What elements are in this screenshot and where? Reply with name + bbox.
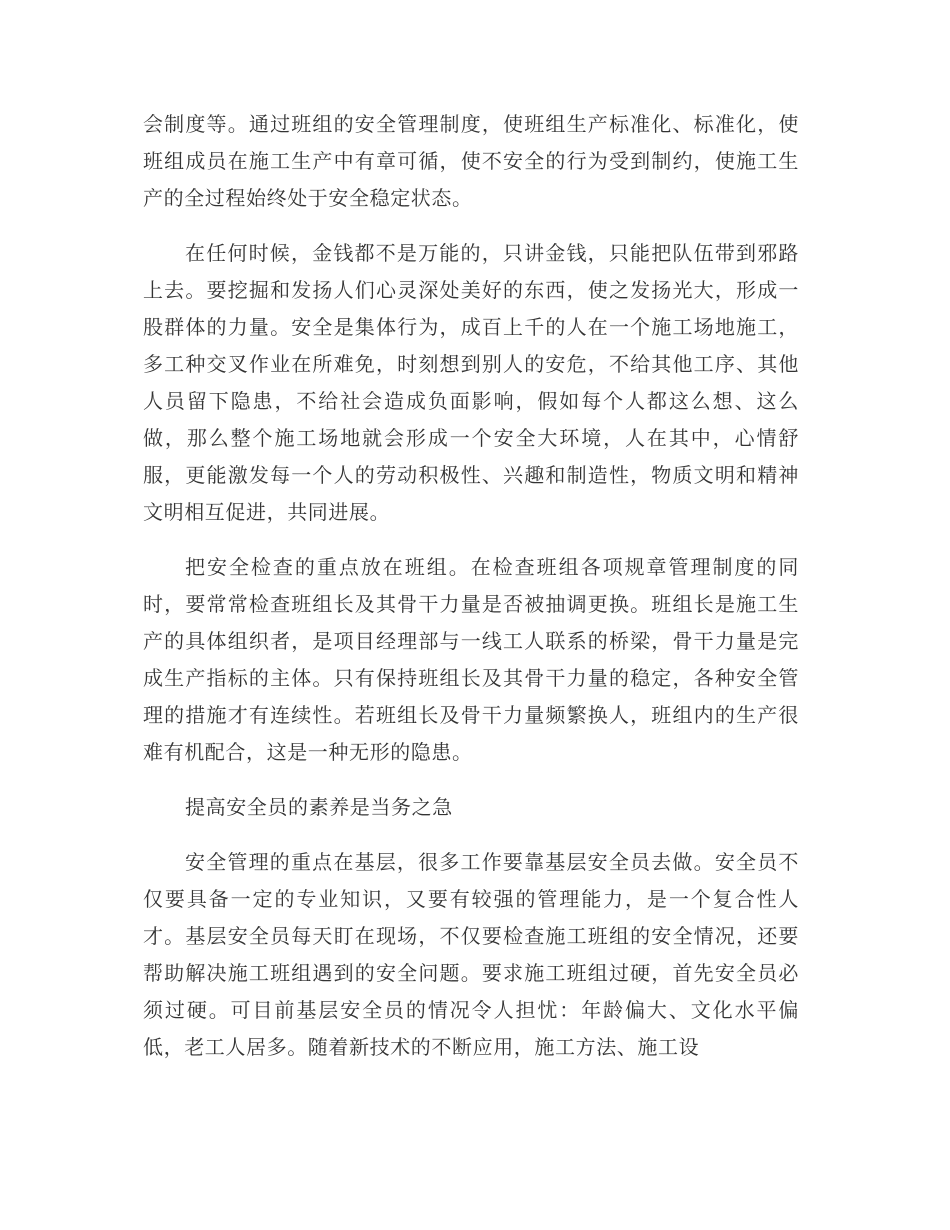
paragraph-1: 会制度等。通过班组的安全管理制度，使班组生产标准化、标准化，使班组成员在施工生产中有章可循，使不安全的行为受到制约，使施工生产的全过程始终处于安全稳定状态。 <box>143 112 799 210</box>
paragraph-2: 在任何时候，金钱都不是万能的，只讲金钱，只能把队伍带到邪路上去。要挖掘和发扬人们心灵深处美好的东西，使之发扬光大，形成一股群体的力量。安全是集体行为，成百上千的人在一个施工场地施工，多工种交叉作业在所难免，时刻想到别人的安危，不给其他工序、其他人员留下隐患，不给社会造成负面影响，假如每个人都这么想、这么做，那么整个施工场地就会形成一个安全大环境，人在其中，心情舒服，更能激发每一个人的劳动积极性、兴趣和制造性，物质文明和精神文明相互促进，共同进展。 <box>143 241 799 524</box>
paragraph-3: 把安全检查的重点放在班组。在检查班组各项规章管理制度的同时，要常常检查班组长及其骨干力量是否被抽调更换。班组长是施工生产的具体组织者，是项目经理部与一线工人联系的桥梁，骨干力量是完成生产指标的主体。只有保持班组长及其骨干力量的稳定，各种安全管理的措施才有连续性。若班组长及骨干力量频繁换人，班组内的生产很难有机配合，这是一种无形的隐患。 <box>143 555 799 764</box>
paragraph-4: 安全管理的重点在基层，很多工作要靠基层安全员去做。安全员不仅要具备一定的专业知识，又要有较强的管理能力，是一个复合性人才。基层安全员每天盯在现场，不仅要检查施工班组的安全情况，还要帮助解决施工班组遇到的安全问题。要求施工班组过硬，首先安全员必须过硬。可目前基层安全员的情况令人担忧：年龄偏大、文化水平偏低，老工人居多。随着新技术的不断应用，施工方法、施工设 <box>143 850 799 1059</box>
document-body <box>143 106 799 1084</box>
section-heading: 提高安全员的素养是当务之急 <box>185 795 453 819</box>
